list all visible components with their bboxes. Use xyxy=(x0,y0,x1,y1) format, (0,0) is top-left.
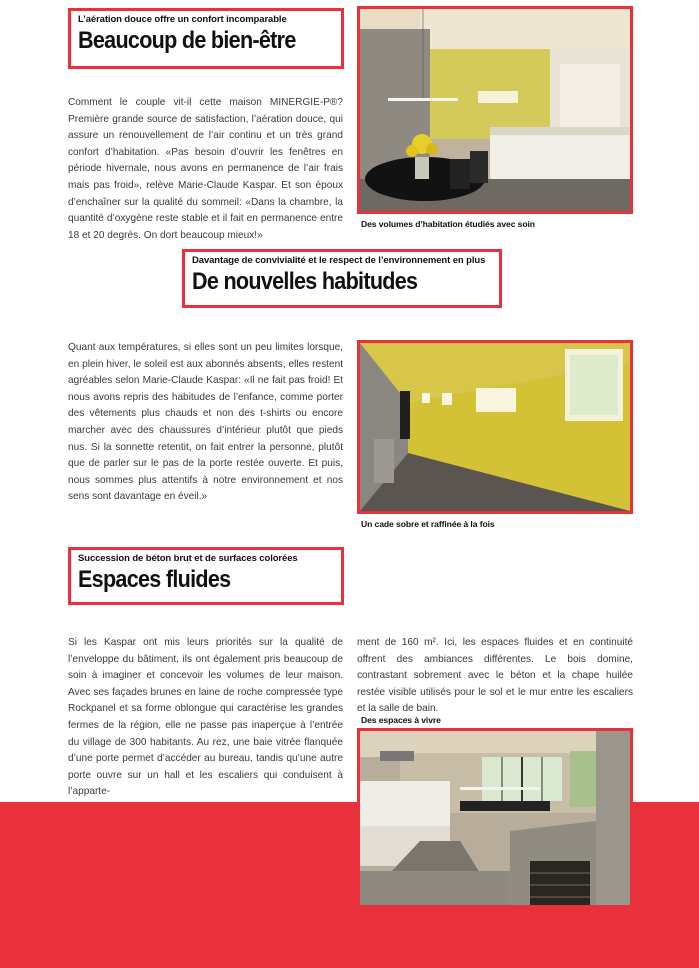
living-caption: Des espaces à vivre xyxy=(361,715,441,725)
kitchen-caption: Des volumes d’habitation étudiés avec soin xyxy=(361,219,535,229)
section-3-body-col1: Si les Kaspar ont mis leurs priorités sur la qualité de l’enveloppe du bâtiment, ils ont également pris beaucoup de soin à imaginer et concevoir les volumes de leur maison. Avec ses façades brunes en laine de roche compressée type Rockpanel et sa forme oblongue qui caractérise les grandes fermes de la région, elle ne passe pas inaperçue à l’entrée du village de 300 habitants. Au rez, une baie vitrée flanquée d’une porte permet d’accéder au bureau, tandis qu’une autre porte ouvre sur un hall et les escaliers qui conduisent à l’apparte- xyxy=(68,637,343,798)
section-3-title: Espaces fluides xyxy=(78,566,231,593)
section-1-heading xyxy=(68,8,344,69)
section-1-title: Beaucoup de bien-être xyxy=(78,27,296,54)
living-photo xyxy=(357,728,633,908)
section-3-kicker: Succession de béton brut et de surfaces colorées xyxy=(78,553,298,564)
corridor-caption: Un cade sobre et raffinée à la fois xyxy=(361,519,495,529)
corridor-photo xyxy=(357,340,633,514)
section-3-heading xyxy=(68,547,344,605)
section-1-body: Comment le couple vit-il cette maison MINERGIE-P®? Première grande source de satisfaction, l’aération douce, qui assure un renouvellement de l’air continu et un très grand confort d’habitation. «Pas besoin d’ouvrir les fenêtres en période hivernale, nous avons en permanence de l’air frais mais pas froid», relève Marie-Claude Kaspar. Et son époux d’enchaîner sur la qualité du sommeil: «Dans la chambre, la quantité d’oxygène reste stable et il fait en permanence entre 18 et 20 degrés. On dort beaucoup mieux!» xyxy=(68,97,343,241)
section-3-body-col2: ment de 160 m². Ici, les espaces fluides et en continuité offrent des ambiances différentes. Le bois domine, contrastant sobrement avec le béton et la chape huilée restée visible utilisés pour le sol et le mur entre les escaliers et la salle de bain. xyxy=(357,637,633,715)
section-2-kicker: Davantage de convivialité et le respect de l’environnement en plus xyxy=(192,255,486,266)
section-2-title: De nouvelles habitudes xyxy=(192,268,418,295)
kitchen-photo xyxy=(357,6,633,214)
section-1-kicker: L’aération douce offre un confort incomparable xyxy=(78,14,287,25)
section-2-body: Quant aux températures, si elles sont un peu limites lorsque, en plein hiver, le soleil est aux abonnés absents, elles restent agréables selon Marie-Claude Kaspar: «Il ne fait pas froid! Et nous avons repris des habitudes de l’enfance, comme porter des vêtements plus chauds et non des t-shirts ou encore marcher avec des chaussures d’intérieur plutôt que pieds nus. Si la sonnette retentit, on fait entrer la personne, plutôt que de parler sur le pas de la porte restée ouverte. Et puis, nous sommes plus attentifs à notre environnement et nos sens sont davantage en éveil.» xyxy=(68,342,343,503)
section-2-heading xyxy=(182,249,502,308)
